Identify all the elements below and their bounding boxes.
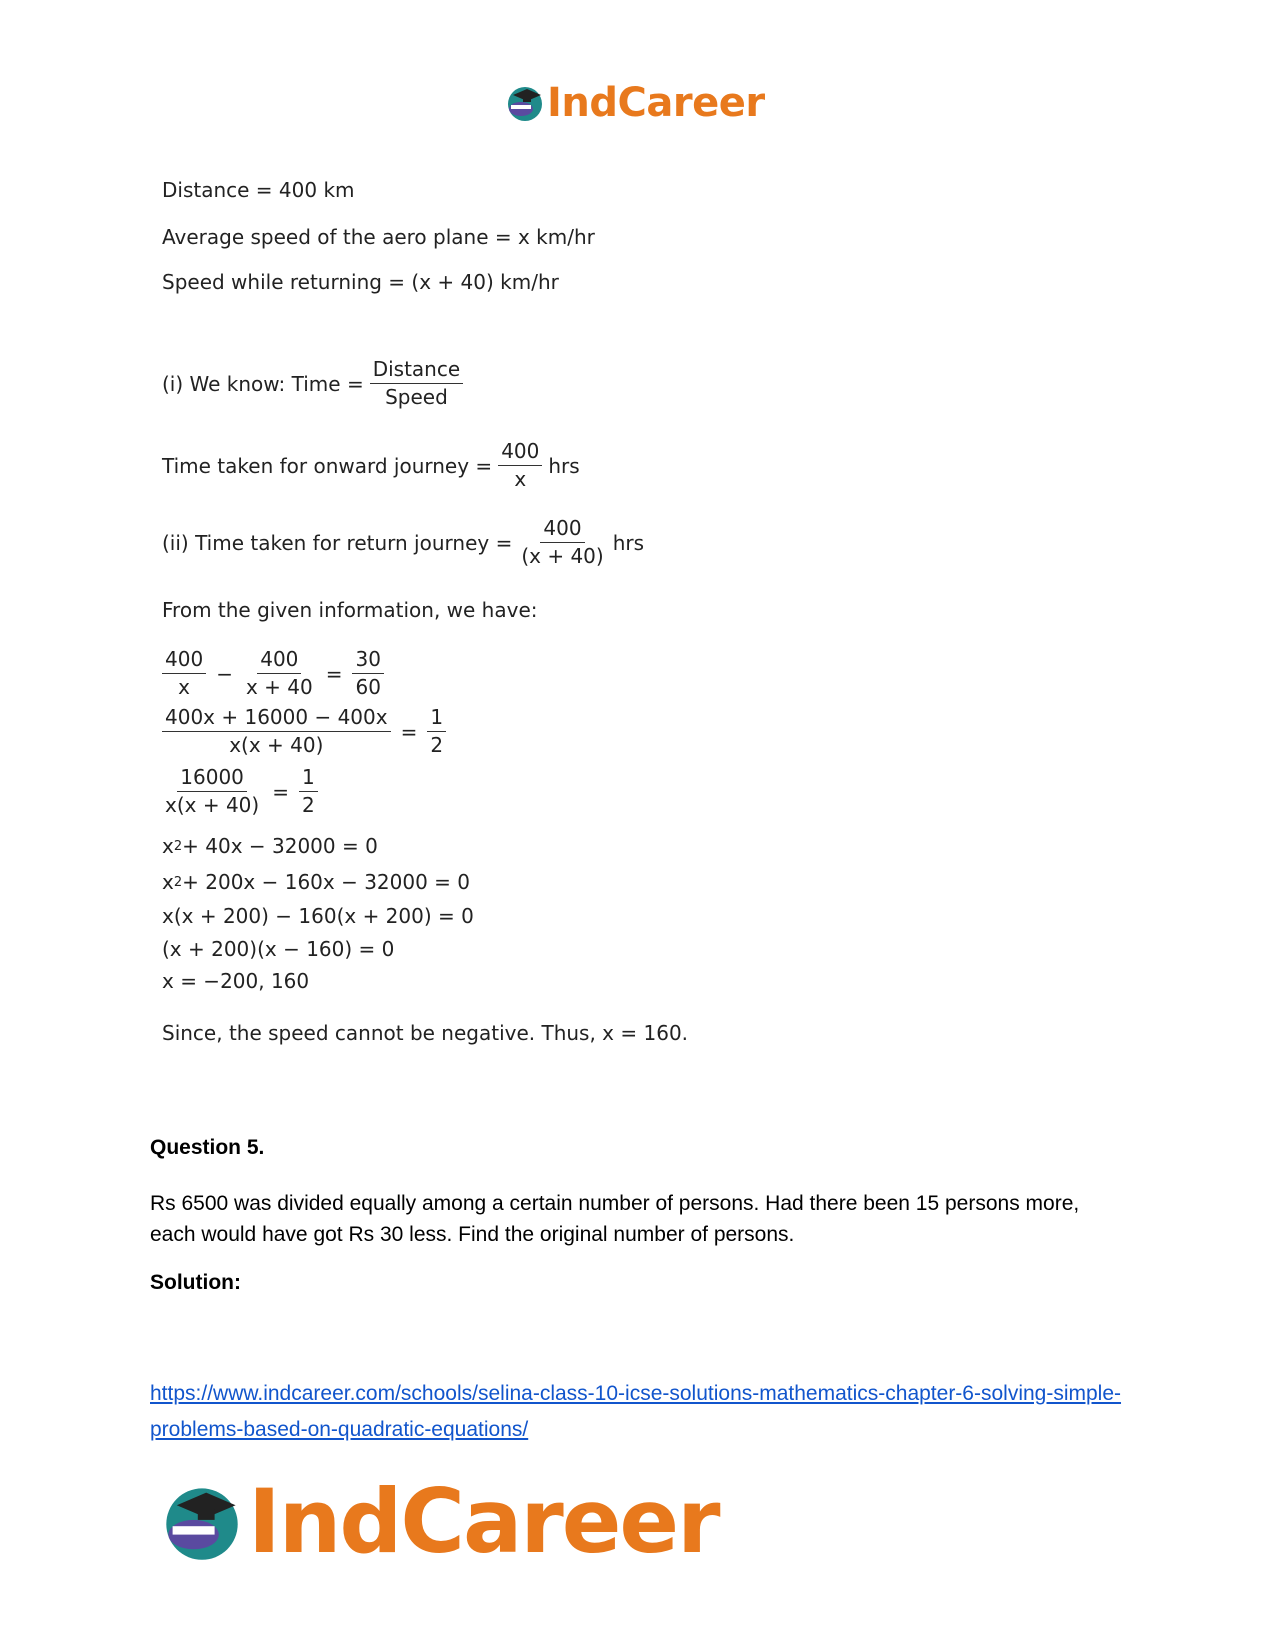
fraction-denominator: (x + 40) <box>521 544 604 568</box>
hours-unit: hrs <box>612 530 645 555</box>
equation-term: + 200x − 160x − 32000 = 0 <box>182 870 471 894</box>
fraction-numerator: 400 <box>540 517 584 543</box>
fraction-numerator: 1 <box>299 766 318 792</box>
exponent: 2 <box>173 874 183 890</box>
hours-unit: hrs <box>548 453 580 478</box>
onward-time-line <box>162 440 580 491</box>
time-formula-prefix: (i) We know: Time = <box>162 371 364 396</box>
question-text: Rs 6500 was divided equally among a certain number of persons. Had there been 15 persons more, each would have got Rs 30 less. Find the original number of persons. <box>150 1192 1080 1246</box>
fraction-numerator: 1 <box>427 706 446 732</box>
fraction <box>162 766 262 817</box>
fraction-numerator: 30 <box>352 648 383 674</box>
onward-time-fraction <box>498 440 542 491</box>
return-time-fraction <box>518 517 606 568</box>
equation-term: x <box>162 870 174 894</box>
distance-line: Distance = 400 km <box>162 178 355 202</box>
fraction-denominator: x + 40 <box>245 675 313 699</box>
fraction-numerator: 16000 <box>177 766 247 792</box>
fraction-denominator: 2 <box>430 733 444 757</box>
header-logo <box>505 80 765 126</box>
fraction <box>162 648 206 699</box>
fraction-denominator: x <box>514 467 527 491</box>
fraction-numerator: 400x + 16000 − 400x <box>162 706 391 732</box>
equals-sign: = <box>325 661 343 686</box>
graduation-cap-book-icon <box>505 83 545 123</box>
fraction-denominator: x(x + 40) <box>165 793 260 817</box>
equation-step-4 <box>162 834 378 858</box>
source-link[interactable]: https://www.indcareer.com/schools/selina-class-10-icse-solutions-mathematics-chapter-6-solving-simple-problems-based-on-quadratic-equations/ <box>150 1382 1122 1441</box>
fraction-numerator: Distance <box>370 358 463 384</box>
fraction-denominator: 60 <box>355 675 381 699</box>
equation-step-7: (x + 200)(x − 160) = 0 <box>162 937 395 961</box>
time-formula-line <box>162 358 469 409</box>
solution-label: Solution: <box>150 1271 241 1294</box>
fraction-numerator: 400 <box>162 648 206 674</box>
distance-over-speed-fraction <box>370 358 463 409</box>
fraction <box>162 706 391 757</box>
graduation-cap-book-icon <box>160 1480 244 1564</box>
return-speed-line: Speed while returning = (x + 40) km/hr <box>162 270 559 294</box>
exponent: 2 <box>173 838 183 854</box>
fraction <box>243 648 316 699</box>
equation-step-2 <box>162 706 452 757</box>
question-title: Question 5. <box>150 1136 265 1159</box>
equals-sign: = <box>272 779 289 804</box>
equals-sign: = <box>400 719 418 744</box>
minus-sign: − <box>216 661 233 686</box>
equation-step-5 <box>162 870 470 894</box>
fraction <box>299 766 318 817</box>
average-speed-line: Average speed of the aero plane = x km/hr <box>162 225 595 249</box>
logo-text: IndCareer <box>547 80 765 126</box>
fraction-numerator: 400 <box>257 648 301 674</box>
footer-logo <box>160 1470 719 1573</box>
fraction-numerator: 400 <box>498 440 542 466</box>
equation-step-6: x(x + 200) − 160(x + 200) = 0 <box>162 904 474 928</box>
equation-term: x <box>162 834 174 858</box>
given-info-line: From the given information, we have: <box>162 598 538 622</box>
fraction-denominator: x <box>178 675 191 699</box>
equation-term: + 40x − 32000 = 0 <box>182 834 378 858</box>
fraction <box>427 706 446 757</box>
conclusion-line: Since, the speed cannot be negative. Thus, x = 160. <box>162 1021 689 1045</box>
return-time-line <box>162 517 644 568</box>
fraction-denominator: 2 <box>301 793 315 817</box>
fraction-denominator: Speed <box>385 385 448 409</box>
logo-text: IndCareer <box>248 1470 719 1573</box>
fraction-denominator: x(x + 40) <box>229 733 324 757</box>
equation-step-8: x = −200, 160 <box>162 969 310 993</box>
fraction <box>352 648 383 699</box>
return-time-prefix: (ii) Time taken for return journey = <box>162 530 513 555</box>
equation-step-1 <box>162 648 390 699</box>
onward-time-prefix: Time taken for onward journey = <box>162 453 493 478</box>
equation-step-3 <box>162 766 324 817</box>
